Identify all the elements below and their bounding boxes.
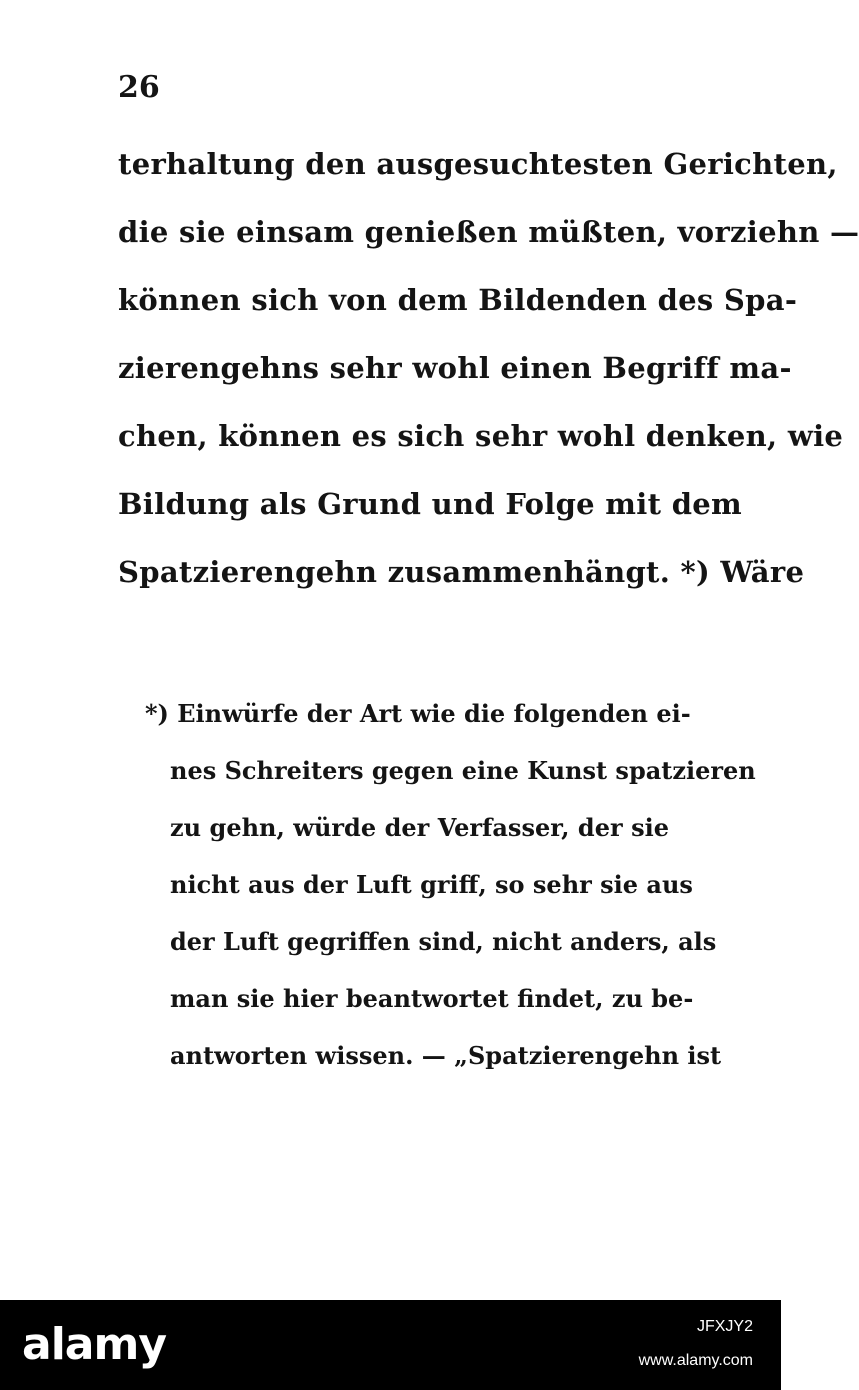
- footnote-line: nicht aus der Luft griff, so sehr sie aus: [170, 870, 693, 899]
- page-number: 26: [118, 70, 160, 105]
- main-text-line: chen, können es sich sehr wohl denken, wie: [118, 419, 844, 453]
- watermark-footer: [0, 1300, 781, 1390]
- image-id: JFXJY2: [696, 1318, 753, 1335]
- footnote-block: [145, 692, 756, 1091]
- main-text-block: [118, 140, 859, 616]
- footnote-line: nes Schreiters gegen eine Kunst spatzieren: [170, 756, 756, 785]
- footnote-line: zu gehn, würde der Verfasser, der sie: [170, 813, 669, 842]
- footnote-line: der Luft gegriffen sind, nicht anders, als: [170, 927, 717, 956]
- footnote-line: antworten wissen. — „Spatzierengehn ist: [170, 1041, 722, 1070]
- main-text-line: Spatzierengehn zusammenhängt. *) Wäre: [118, 555, 805, 589]
- footnote-line: man sie hier beantwortet findet, zu be-: [170, 984, 694, 1013]
- alamy-logo: alamy: [22, 1319, 166, 1370]
- watermark-url: www.alamy.com: [638, 1352, 753, 1369]
- main-text-line: terhaltung den ausgesuchtesten Gerichten,: [118, 147, 838, 181]
- main-text-line: Bildung als Grund und Folge mit dem: [118, 487, 743, 521]
- footnote-line: *) Einwürfe der Art wie die folgenden ei-: [145, 699, 691, 728]
- main-text-line: zierengehns sehr wohl einen Begriff ma-: [118, 351, 792, 385]
- main-text-line: die sie einsam genießen müßten, vorziehn —: [118, 215, 859, 249]
- main-text-line: können sich von dem Bildenden des Spa-: [118, 283, 798, 317]
